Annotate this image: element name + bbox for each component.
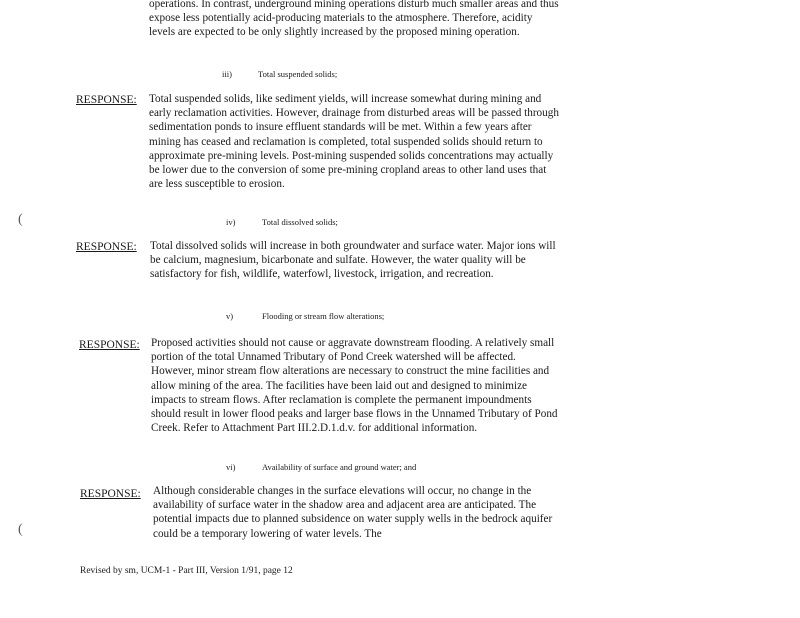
section-heading-iv <box>226 216 338 228</box>
intro-paragraph: operations. In contrast, underground mining operations disturb much smaller areas and thus expose less potentially acid-producing materials to the atmosphere. Therefore, acidity levels are expected to be only slightly increased by the proposed mining operation. <box>149 0 559 39</box>
response-label: RESPONSE: <box>79 339 140 351</box>
section-heading-iii <box>222 68 337 80</box>
section-number: v) <box>226 311 234 321</box>
section-title: Total suspended solids; <box>258 69 338 79</box>
response-text: Total suspended solids, like sediment yields, will increase somewhat during mining and early reclamation activities. However, drainage from disturbed areas will be passed through sedimentation ponds to insure effluent standards will be met. Within a few years after mining has ceased and reclamation is completed, total suspended solids should return to approximate pre-mining levels. Post-mining suspended solids concentrations may actually be lower due to the conversion of some pre-mining cropland areas to other land uses that are less susceptible to erosion. <box>149 93 559 191</box>
response-label: RESPONSE: <box>80 488 141 500</box>
response-text: Total dissolved solids will increase in both groundwater and surface water. Major ions will be calcium, magnesium, bicarbonate and sulfate. However, the water quality will be satisfactory for fish, wildlife, waterfowl, livestock, irrigation, and recreation. <box>150 240 556 281</box>
binder-hole-mark: ( <box>18 522 23 537</box>
section-number: iii) <box>222 69 232 79</box>
page-footer: Revised by sm, UCM-1 - Part III, Version 1/91, page 12 <box>80 566 293 576</box>
section-title: Flooding or stream flow alterations; <box>262 311 385 321</box>
section-number: iv) <box>226 217 236 227</box>
binder-hole-mark: ( <box>18 212 23 227</box>
response-text: Although considerable changes in the surface elevations will occur, no change in the availability of surface water in the shadow area and adjacent area are anticipated. The potential impacts due to planned subsidence on water supply wells in the bedrock aquifer could be a temporary lowering of water levels. The <box>153 485 553 540</box>
section-heading-vi <box>226 461 416 473</box>
section-heading-v <box>226 310 384 322</box>
response-label: RESPONSE: <box>76 94 137 106</box>
section-title: Availability of surface and ground water; and <box>262 462 417 472</box>
response-label: RESPONSE: <box>76 241 137 253</box>
section-number: vi) <box>226 462 236 472</box>
section-title: Total dissolved solids; <box>262 217 338 227</box>
response-text: Proposed activities should not cause or aggravate downstream flooding. A relatively small portion of the total Unnamed Tributary of Pond Creek watershed will be affected. However, minor stream flow alterations are necessary to construct the mine facilities and allow mining of the area. The facilities have been laid out and designed to minimize impacts to stream flows. After reclamation is complete the permanent impoundments should result in lower flood peaks and larger base flows in the Unnamed Tributary of Pond Creek. Refer to Attachment Part III.2.D.1.d.v. for additional information. <box>151 337 558 435</box>
